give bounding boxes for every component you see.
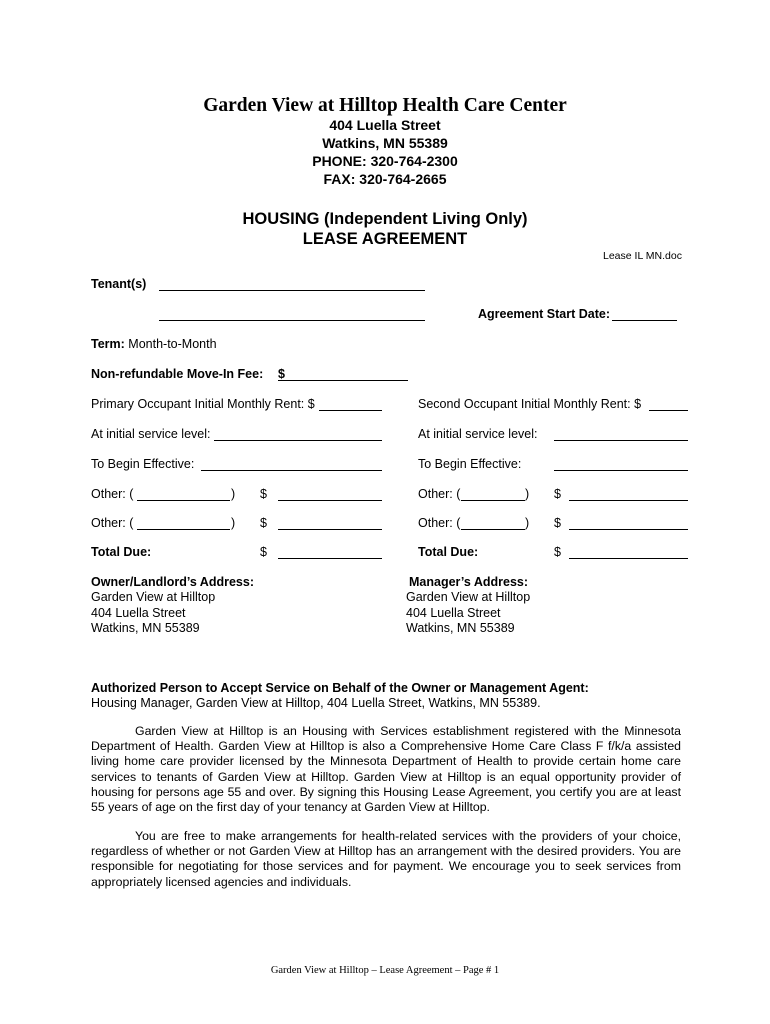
primary-service-level-label: At initial service level:	[91, 427, 211, 441]
second-other-1-label: Other: (	[418, 487, 461, 501]
start-date-label: Agreement Start Date:	[478, 307, 610, 321]
owner-name: Garden View at Hilltop	[91, 590, 216, 605]
tenant-name-field-2[interactable]	[159, 320, 425, 321]
second-total-due-field[interactable]	[569, 558, 688, 559]
doc-title-line2: LEASE AGREEMENT	[302, 230, 468, 248]
manager-address-label: Manager’s Address:	[409, 575, 529, 589]
service-agent-label: Authorized Person to Accept Service on Behalf of the Owner or Management Agent:	[91, 681, 589, 695]
primary-other-2-desc-field[interactable]	[137, 529, 230, 530]
paragraph-text: You are free to make arrangements for health-related services with the providers of your choice, regardless of whether or not Garden View at Hilltop has an arrangement with the desired providers. You are responsible for negotiating for those services and for payment. We encourage you to seek services from appropriately licensed agencies and individuals.	[91, 829, 681, 889]
start-date-field[interactable]	[612, 320, 677, 321]
address-city: Watkins, MN 55389	[322, 135, 448, 151]
primary-other-1-desc-field[interactable]	[137, 500, 230, 501]
second-other-1-close: )	[525, 487, 530, 501]
second-other-2-amount-field[interactable]	[569, 529, 688, 530]
health-services-paragraph	[91, 829, 681, 890]
second-other-1-desc-field[interactable]	[461, 500, 525, 501]
primary-begin-effective-label: To Begin Effective:	[91, 457, 195, 471]
owner-address-label: Owner/Landlord’s Address:	[91, 575, 254, 589]
primary-rent-label: Primary Occupant Initial Monthly Rent: $	[91, 397, 315, 411]
primary-other-1-amount-field[interactable]	[278, 500, 382, 501]
service-agent-value: Housing Manager, Garden View at Hilltop, 404 Luella Street, Watkins, MN 55389.	[91, 696, 541, 710]
primary-other-1-dollar: $	[260, 487, 267, 501]
fax-number: FAX: 320-764-2665	[323, 171, 447, 187]
primary-other-2-amount-field[interactable]	[278, 529, 382, 530]
primary-other-1-label: Other: (	[91, 487, 134, 501]
primary-rent-field[interactable]	[319, 410, 382, 411]
manager-street: 404 Luella Street	[406, 605, 501, 620]
move-in-fee-label: Non-refundable Move-In Fee:	[91, 367, 264, 381]
manager-address-block	[406, 575, 530, 636]
phone-number: PHONE: 320-764-2300	[312, 153, 458, 169]
primary-total-due-label: Total Due:	[91, 545, 152, 559]
primary-other-2-label: Other: (	[91, 516, 134, 530]
tenants-label: Tenant(s)	[91, 277, 147, 291]
second-other-1-amount-field[interactable]	[569, 500, 688, 501]
primary-total-due-field[interactable]	[278, 558, 382, 559]
second-other-1-dollar: $	[554, 487, 561, 501]
second-rent-label: Second Occupant Initial Monthly Rent: $	[418, 397, 642, 411]
second-begin-effective-label: To Begin Effective:	[418, 457, 522, 471]
page-footer: Garden View at Hilltop – Lease Agreement – Page # 1	[270, 965, 500, 976]
second-other-2-dollar: $	[554, 516, 561, 530]
doc-title-line1: HOUSING (Independent Living Only)	[242, 210, 528, 228]
primary-begin-effective-field[interactable]	[201, 470, 382, 471]
manager-name: Garden View at Hilltop	[406, 590, 531, 605]
second-service-level-label: At initial service level:	[418, 427, 538, 441]
primary-other-2-close: )	[231, 516, 236, 530]
move-in-fee-dollar: $	[278, 367, 285, 381]
term-label: Term:	[91, 337, 125, 351]
second-rent-field[interactable]	[649, 410, 688, 411]
move-in-fee-field[interactable]	[278, 380, 408, 381]
second-other-2-close: )	[525, 516, 530, 530]
primary-service-level-field[interactable]	[214, 440, 382, 441]
owner-city: Watkins, MN 55389	[91, 620, 200, 635]
company-title: Garden View at Hilltop Health Care Center	[203, 95, 567, 116]
second-total-dollar: $	[554, 545, 561, 559]
manager-city: Watkins, MN 55389	[406, 620, 515, 635]
owner-address-block	[91, 575, 254, 636]
second-begin-effective-field[interactable]	[554, 470, 688, 471]
term-row	[91, 337, 217, 351]
housing-services-paragraph	[91, 724, 681, 815]
paragraph-text: Garden View at Hilltop is an Housing with Services establishment registered with the Minnesota Department of Health. Garden View at Hilltop is also a Comprehensive Home Care Class F f/k/a assisted living home care provider licensed by the Minnesota Department of Health to provide certain home care services to tenants of Garden View at Hilltop. Garden View at Hilltop is an equal opportunity provider of housing for persons age 55 and over. By signing this Housing Lease Agreement, you certify you are at least 55 years of age on the first day of your tenancy at Garden View at Hilltop.	[91, 724, 681, 815]
second-service-level-field[interactable]	[554, 440, 688, 441]
tenant-name-field-1[interactable]	[159, 290, 425, 291]
second-other-2-label: Other: (	[418, 516, 461, 530]
owner-street: 404 Luella Street	[91, 605, 186, 620]
second-other-2-desc-field[interactable]	[461, 529, 525, 530]
primary-total-dollar: $	[260, 545, 267, 559]
second-total-due-label: Total Due:	[418, 545, 479, 559]
file-reference: Lease IL MN.doc	[603, 250, 682, 262]
term-value: Month-to-Month	[124, 337, 217, 351]
primary-other-2-dollar: $	[260, 516, 267, 530]
primary-other-1-close: )	[231, 487, 236, 501]
address-street: 404 Luella Street	[329, 117, 441, 133]
